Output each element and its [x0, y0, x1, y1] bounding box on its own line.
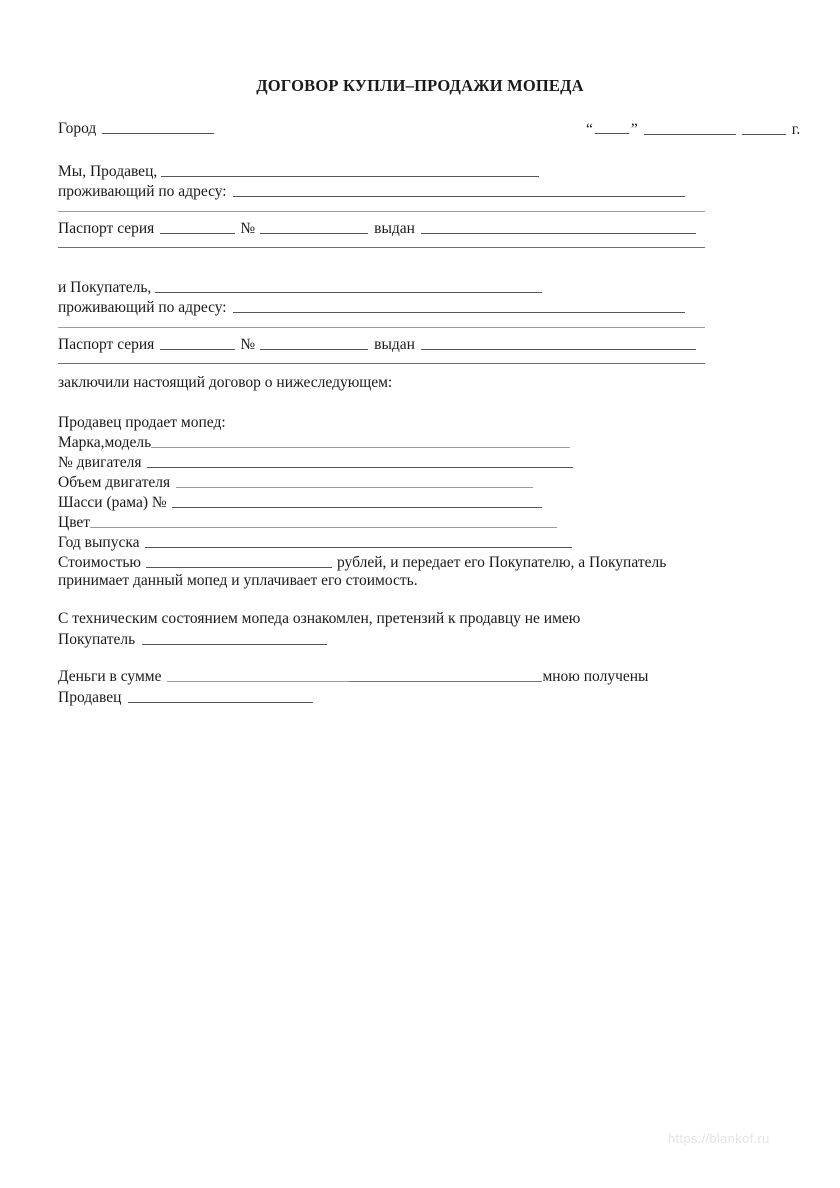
vehicle-engine-volume-label: Объем двигателя: [58, 474, 171, 491]
buyer-passport-label: Паспорт серия: [58, 336, 155, 353]
payment-money-label: Деньги в сумме: [58, 668, 162, 685]
vehicle-engine-volume-input[interactable]: [176, 473, 533, 488]
vehicle-color-label: Цвет: [58, 514, 91, 531]
vehicle-year-label: Год выпуска: [58, 534, 140, 551]
seller-issued-by-input[interactable]: [421, 219, 696, 234]
vehicle-price-row: [58, 553, 782, 572]
seller-passport-number-input[interactable]: [260, 219, 368, 234]
payment-seller-sign-row: [58, 688, 782, 707]
date-year-input[interactable]: [742, 120, 786, 135]
date-year-suffix: г.: [791, 121, 801, 138]
buyer-address-row: [58, 298, 782, 317]
buyer-passport-row: [58, 335, 782, 354]
condition-buyer-sign-row: [58, 630, 782, 649]
site-watermark: https://blankof.ru: [668, 1131, 770, 1146]
vehicle-field-row: [58, 453, 782, 472]
buyer-issued-label: выдан: [374, 336, 415, 353]
buyer-address-label: проживающий по адресу:: [58, 299, 227, 316]
payment-money-input-b[interactable]: [349, 667, 542, 682]
seller-passport-label: Паспорт серия: [58, 220, 155, 237]
buyer-passport-number-input[interactable]: [260, 335, 368, 350]
condition-statement-row: [58, 609, 782, 628]
date-quote-open: “: [586, 121, 593, 138]
seller-name-row: [58, 162, 782, 181]
date-day-input[interactable]: [595, 119, 629, 134]
buyer-passport-number-symbol: №: [240, 336, 256, 353]
vehicle-price-continuation-row: [58, 572, 782, 590]
vehicle-field-row: [58, 533, 782, 552]
vehicle-make-model-label: Марка,модель: [58, 434, 152, 451]
buyer-issued-by-input[interactable]: [421, 335, 696, 350]
vehicle-chassis-input[interactable]: [172, 493, 542, 508]
date-quote-close: ”: [630, 121, 638, 138]
vehicle-make-model-input[interactable]: [151, 433, 570, 448]
vehicle-year-input[interactable]: [145, 533, 572, 548]
city-input[interactable]: [102, 119, 214, 134]
vehicle-price-label: Стоимостью: [58, 554, 141, 571]
seller-passport-number-symbol: №: [240, 220, 256, 237]
condition-statement-label: С техническим состоянием мопеда ознакомлен, претензий к продавцу не имею: [58, 610, 581, 627]
vehicle-chassis-label: Шасси (рама) №: [58, 494, 167, 511]
city-label: Город: [58, 120, 97, 137]
seller-address-label: проживающий по адресу:: [58, 183, 227, 200]
condition-buyer-sign-label: Покупатель: [58, 631, 136, 648]
date-row: [586, 119, 800, 139]
vehicle-field-row: [58, 473, 782, 492]
buyer-address-input[interactable]: [233, 298, 685, 313]
seller-passport-series-input[interactable]: [160, 219, 235, 234]
payment-money-suffix-label: мною получены: [542, 668, 649, 685]
seller-intro-label: Мы, Продавец,: [58, 163, 158, 180]
vehicle-engine-number-input[interactable]: [147, 453, 573, 468]
seller-name-input[interactable]: [161, 162, 539, 177]
vehicle-engine-number-label: № двигателя: [58, 454, 142, 471]
buyer-intro-label: и Покупатель,: [58, 279, 152, 296]
seller-address-input[interactable]: [233, 182, 685, 197]
buyer-address-continuation-line[interactable]: [58, 327, 705, 328]
payment-seller-signature-input[interactable]: [128, 688, 313, 703]
buyer-issued-continuation-line[interactable]: [58, 363, 705, 364]
buyer-name-input[interactable]: [155, 278, 542, 293]
payment-seller-sign-label: Продавец: [58, 689, 122, 706]
vehicle-field-row: [58, 493, 782, 512]
vehicle-price-input[interactable]: [146, 553, 332, 568]
agreement-conclusion-row: [58, 373, 782, 392]
seller-address-continuation-line[interactable]: [58, 211, 705, 212]
seller-issued-label: выдан: [374, 220, 415, 237]
vehicle-field-row: [58, 513, 782, 532]
payment-money-row: [58, 667, 782, 686]
vehicle-heading-row: [58, 413, 782, 432]
buyer-name-row: [58, 278, 782, 297]
seller-address-row: [58, 182, 782, 201]
vehicle-price-continuation-label: принимает данный мопед и уплачивает его стоимость.: [58, 572, 418, 589]
seller-issued-continuation-line[interactable]: [58, 247, 705, 248]
vehicle-price-suffix-label: рублей, и передает его Покупателю, а Покупатель: [337, 554, 667, 571]
payment-money-input-a[interactable]: [167, 667, 349, 682]
vehicle-field-row: [58, 433, 782, 452]
vehicle-color-input[interactable]: [90, 513, 557, 528]
condition-buyer-signature-input[interactable]: [142, 630, 327, 645]
agreement-conclusion-label: заключили настоящий договор о нижеследующем:: [58, 374, 393, 391]
page-title: ДОГОВОР КУПЛИ–ПРОДАЖИ МОПЕДА: [256, 76, 584, 95]
date-month-input[interactable]: [644, 120, 736, 135]
vehicle-heading-label: Продавец продает мопед:: [58, 414, 226, 431]
buyer-passport-series-input[interactable]: [160, 335, 235, 350]
seller-passport-row: [58, 219, 782, 238]
